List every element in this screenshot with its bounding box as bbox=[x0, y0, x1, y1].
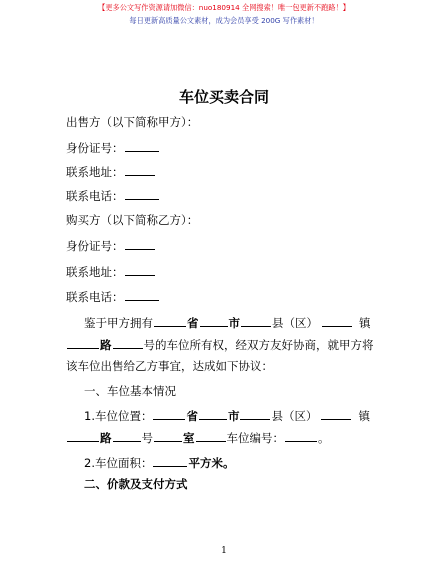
city-label: 市 bbox=[228, 316, 240, 330]
blank-line bbox=[125, 288, 159, 301]
section-2-heading: 二、价款及支付方式 bbox=[84, 477, 188, 491]
blank-line bbox=[199, 407, 227, 420]
province-label: 省 bbox=[186, 409, 198, 423]
blank-line bbox=[125, 237, 155, 250]
room-label: 室 bbox=[183, 431, 195, 445]
document-title: 车位买卖合同 bbox=[178, 88, 269, 106]
area-label: 2.车位面积： bbox=[84, 456, 153, 470]
blank-line bbox=[153, 454, 187, 467]
blank-line bbox=[200, 314, 228, 327]
buyer-heading: 购买方（以下简称乙方）： bbox=[66, 213, 199, 227]
intro-line3: 该车位出售给乙方事宜，达成如下协议： bbox=[66, 359, 273, 373]
buyer-address-field bbox=[66, 263, 156, 280]
blank-line bbox=[113, 336, 143, 349]
road-label: 路 bbox=[100, 431, 112, 445]
blank-line bbox=[154, 314, 186, 327]
intro-line1 bbox=[84, 314, 371, 331]
seller-id-field bbox=[66, 139, 160, 156]
blank-line bbox=[125, 187, 159, 200]
area-unit: 平方米。 bbox=[188, 456, 235, 470]
town-label: 镇 bbox=[358, 409, 370, 423]
page-number: 1 bbox=[221, 546, 227, 556]
address-label: 联系地址： bbox=[66, 165, 124, 179]
blank-line bbox=[67, 336, 99, 349]
buyer-id-field bbox=[66, 237, 156, 254]
phone-label: 联系电话： bbox=[66, 290, 124, 304]
spot-number-label: 车位编号： bbox=[226, 431, 284, 445]
blank-line bbox=[321, 407, 351, 420]
promo-banner-line2: 每日更新高质量公文素材，成为会员享受 200G 写作素材！ bbox=[129, 16, 319, 25]
blank-line bbox=[125, 139, 159, 152]
item1-line2 bbox=[66, 429, 330, 446]
blank-line bbox=[125, 263, 155, 276]
seller-phone-field bbox=[66, 187, 160, 204]
intro-line2 bbox=[66, 336, 374, 353]
promo-banner-line1: 【更多公文写作资源请加微信：nuo180914 全网搜索！唯一包更新不跑路！】 bbox=[98, 3, 350, 12]
seller-heading: 出售方（以下简称甲方）： bbox=[66, 115, 199, 129]
intro-text: 号的车位所有权，经双方友好协商，就甲方将 bbox=[143, 338, 374, 352]
blank-line bbox=[196, 429, 226, 442]
number-label: 号 bbox=[141, 431, 153, 445]
blank-line bbox=[113, 429, 141, 442]
location-label: 1.车位位置： bbox=[84, 409, 153, 423]
county-label: 县（区） bbox=[271, 409, 318, 423]
period: 。 bbox=[318, 431, 330, 445]
blank-line bbox=[67, 429, 99, 442]
id-label: 身份证号： bbox=[66, 239, 124, 253]
province-label: 省 bbox=[187, 316, 199, 330]
buyer-phone-field bbox=[66, 288, 160, 305]
blank-line bbox=[285, 429, 317, 442]
id-label: 身份证号： bbox=[66, 141, 124, 155]
intro-text: 鉴于甲方拥有 bbox=[84, 316, 153, 330]
blank-line bbox=[241, 314, 271, 327]
address-label: 联系地址： bbox=[66, 265, 124, 279]
blank-line bbox=[154, 429, 182, 442]
city-label: 市 bbox=[227, 409, 240, 423]
item2-line bbox=[84, 454, 234, 471]
blank-line bbox=[240, 407, 270, 420]
county-label: 县（区） bbox=[272, 316, 318, 330]
blank-line bbox=[322, 314, 352, 327]
blank-line bbox=[125, 163, 155, 176]
phone-label: 联系电话： bbox=[66, 189, 124, 203]
item1-line1 bbox=[84, 407, 370, 424]
road-label: 路 bbox=[100, 338, 112, 352]
section-1-heading: 一、车位基本情况 bbox=[84, 384, 176, 398]
blank-line bbox=[153, 407, 185, 420]
seller-address-field bbox=[66, 163, 156, 180]
town-label: 镇 bbox=[359, 316, 371, 330]
